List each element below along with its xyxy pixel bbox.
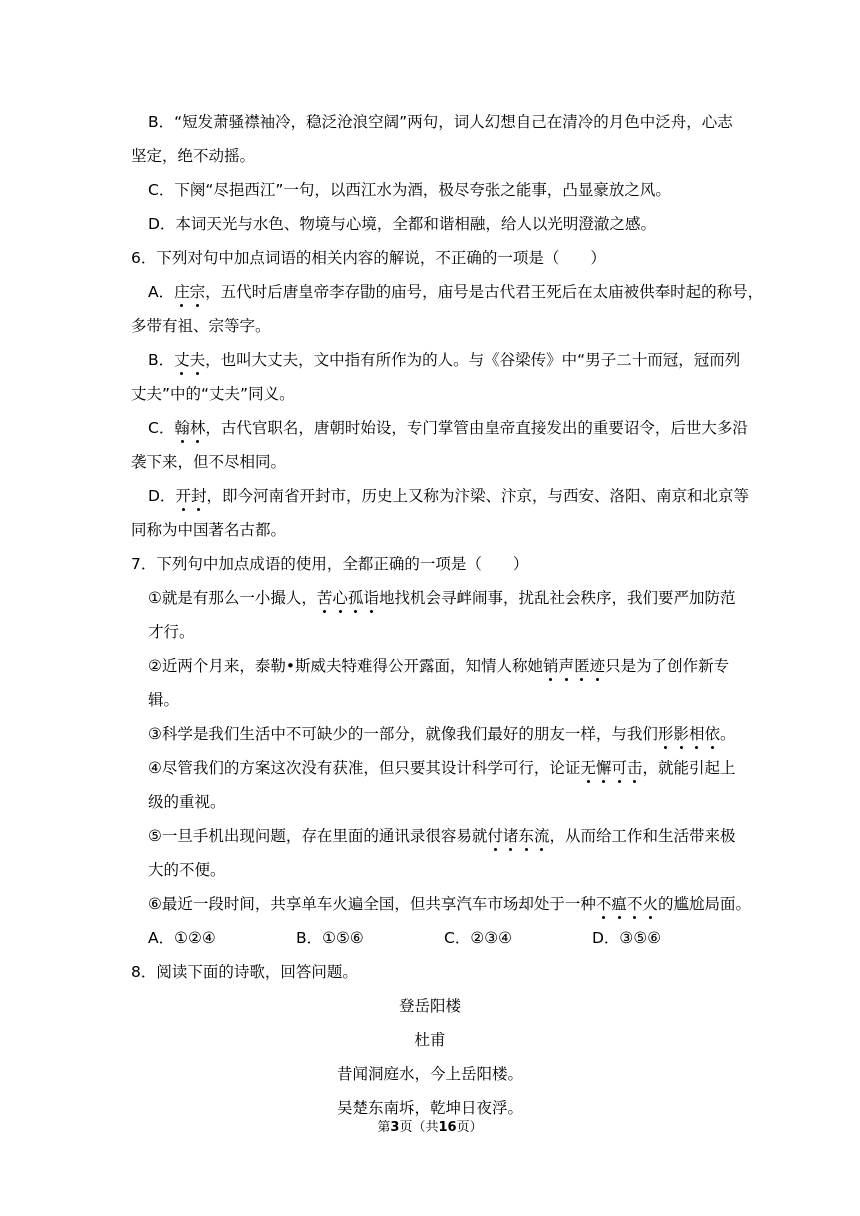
footer-text: 第: [377, 1120, 391, 1135]
footer-text: 页（共: [399, 1120, 439, 1135]
q7-option-c: C．②③④: [444, 929, 513, 947]
q6-option-c-line1: [148, 418, 748, 438]
dotted-char: 影: [673, 725, 689, 743]
dotted-char: 销: [543, 657, 559, 675]
footer-text: 页）: [456, 1120, 483, 1135]
poem-title: 登岳阳楼: [398, 997, 461, 1015]
dotted-char: 可: [611, 759, 627, 777]
q7-sentence-4-line1: [148, 758, 735, 778]
dotted-char: 封: [190, 487, 207, 505]
q7-stem: 7．下列句中加点成语的使用，全都正确的一项是（ ）: [131, 555, 529, 573]
q6-d-text: ，即今河南省开封市，历史上又称为汴梁、汴京，与西安、洛阳、南京和北京等: [206, 487, 749, 505]
sentence-text: 只是为了创作新专: [605, 657, 730, 675]
q6-option-a-line1: [148, 282, 763, 302]
q7-option-b: B．①⑤⑥: [296, 929, 364, 947]
dotted-char: 懈: [595, 759, 612, 777]
q6-a-text: ，五代时后唐皇帝李存勖的庙号，庙号是古代君王死后在太庙被供奉时起的称号，: [205, 283, 764, 301]
dotted-char: 无: [580, 759, 596, 777]
q6-c-text: ，古代官职名，唐朝时始设，专门掌管由皇帝直接发出的重要诏令，后世大多沿: [205, 419, 748, 437]
sentence-text: 。: [719, 725, 736, 743]
dotted-char: 苦: [316, 589, 333, 607]
q6-option-b-line2: 丈夫”中的“丈夫”同义。: [131, 385, 295, 403]
q7-sentence-2-line1: [148, 656, 729, 676]
sentence-text: ，就能引起上: [642, 759, 736, 777]
sentence-text: ③科学是我们生活中不可缺少的一部分，就像我们最好的朋友一样，与我们: [148, 725, 658, 743]
q6-stem: 6．下列对句中加点词语的相关内容的解说，不正确的一项是（ ）: [131, 249, 606, 267]
q8-stem: 8．阅读下面的诗歌，回答问题。: [131, 963, 358, 981]
q7-sentence-1-line2: 才行。: [148, 623, 195, 641]
sentence-text: ⑥最近一段时间，共享单车火遍全国，但共享汽车市场却处于一种: [148, 895, 596, 913]
q5-option-d: D．本词天光与水色、物境与心境，全都和谐相融，给人以光明澄澈之感。: [148, 215, 656, 233]
dotted-char: 依: [704, 725, 720, 743]
q7-sentence-4-line2: 级的重视。: [148, 793, 226, 811]
poem-line-1: 昔闻洞庭水，今上岳阳楼。: [336, 1065, 523, 1083]
dotted-char: 相: [688, 725, 705, 743]
q7-sentence-2-line2: 辑。: [148, 691, 180, 709]
dotted-char: 瘟: [611, 895, 627, 913]
sentence-text: ①就是有那么一小撮人，: [148, 589, 317, 607]
dotted-char: 宗: [189, 283, 206, 301]
q7-option-d: D．③⑤⑥: [592, 929, 662, 947]
poem-author: 杜甫: [414, 1031, 446, 1049]
dotted-char: 形: [657, 725, 674, 743]
dotted-char: 不: [626, 895, 643, 913]
q6-b-prefix: B．: [148, 351, 175, 369]
q5-option-c: C．下阕“尽挹西江”一句，以西江水为酒，极尽夸张之能事，凸显豪放之风。: [148, 181, 671, 199]
q6-a-prefix: A．: [148, 283, 175, 301]
dotted-char: 付: [487, 827, 503, 845]
total-pages: 16: [438, 1120, 457, 1135]
sentence-text: 的尴尬局面。: [657, 895, 751, 913]
dotted-char: 诣: [363, 589, 379, 607]
dotted-char: 不: [595, 895, 612, 913]
q6-d-prefix: D．: [148, 487, 176, 505]
dotted-char: 声: [558, 657, 575, 675]
dotted-char: 击: [626, 759, 643, 777]
dotted-char: 诸: [502, 827, 519, 845]
q7-option-a: A．①②④: [148, 929, 216, 947]
poem-line-2: 吴楚东南坼，乾坤日夜浮。: [336, 1099, 523, 1117]
q6-b-text: ，也叫大丈夫，文中指有所作为的人。与《谷梁传》中“男子二十而冠，冠而列: [205, 351, 741, 369]
q6-option-a-line2: 多带有祖、宗等字。: [131, 317, 271, 335]
dotted-char: 夫: [189, 351, 206, 369]
q6-option-d-line1: [148, 486, 749, 506]
page-number: 3: [390, 1120, 400, 1135]
dotted-char: 东: [518, 827, 534, 845]
dotted-char: 迹: [589, 657, 606, 675]
q7-sentence-6: [148, 894, 751, 914]
q6-c-prefix: C．: [148, 419, 175, 437]
q7-answer-options: [148, 928, 661, 948]
dotted-char: 庄: [174, 283, 190, 301]
sentence-text: ⑤一旦手机出现问题，存在里面的通讯录很容易就: [148, 827, 488, 845]
sentence-text: ，从而给工作和生活带来极: [549, 827, 736, 845]
dotted-char: 火: [642, 895, 658, 913]
sentence-text: ④尽管我们的方案这次没有获准，但只要其设计科学可行，论证: [148, 759, 581, 777]
q7-sentence-3: [148, 724, 735, 744]
q5-option-b-line2: 坚定，绝不动摇。: [131, 147, 256, 165]
dotted-char: 翰: [174, 419, 190, 437]
q7-sentence-5-line1: [148, 826, 735, 846]
dotted-char: 孤: [347, 589, 364, 607]
dotted-char: 流: [533, 827, 550, 845]
q6-option-b-line1: [148, 350, 740, 370]
sentence-text: 地找机会寻衅闹事，扰乱社会秩序，我们要严加防范: [378, 589, 736, 607]
dotted-char: 丈: [174, 351, 190, 369]
dotted-char: 心: [332, 589, 348, 607]
q6-option-d-line2: 同称为中国著名古都。: [131, 521, 287, 539]
dotted-char: 林: [189, 419, 206, 437]
page-footer: [0, 1118, 860, 1138]
q7-sentence-5-line2: 大的不便。: [148, 861, 226, 879]
q7-sentence-1-line1: [148, 588, 735, 608]
sentence-text: ②近两个月来，泰勒•斯威夫特难得公开露面，知情人称她: [148, 657, 544, 675]
dotted-char: 匿: [574, 657, 590, 675]
q6-option-c-line2: 袭下来，但不尽相同。: [131, 453, 287, 471]
q5-option-b-line1: B．“短发萧骚襟袖冷，稳泛沧浪空阔”两句，词人幻想自己在清冷的月色中泛舟，心志: [148, 113, 733, 131]
dotted-char: 开: [175, 487, 191, 505]
